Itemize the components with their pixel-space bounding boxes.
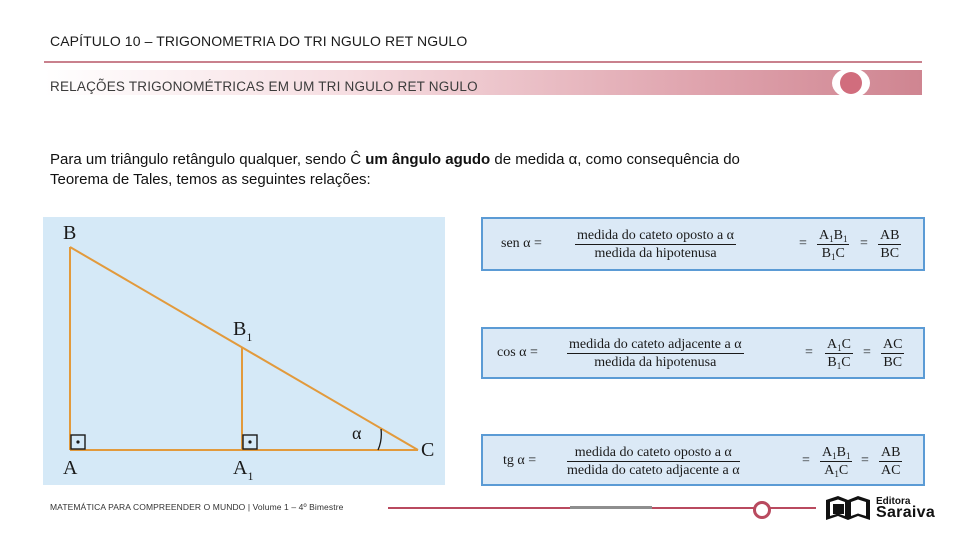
cosine-numerator: medida do cateto adjacente a α: [569, 337, 742, 352]
tangent-fraction-sides: [879, 444, 902, 479]
sine-side-numerator: AB: [880, 228, 900, 243]
seg-sub: 1: [842, 234, 848, 244]
seg-sub: 1: [845, 451, 851, 461]
tangent-lhs: tg α =: [503, 453, 537, 468]
cosine-side-denominator: BC: [883, 355, 903, 370]
cosine-denominator: medida da hipotenusa: [594, 355, 717, 370]
angle-arc-icon: [378, 429, 381, 450]
cosine-formula-box: [481, 327, 925, 379]
seg-sub: 1: [836, 361, 842, 371]
sine-fraction-text: [575, 227, 736, 262]
seg-letter: C: [841, 337, 851, 352]
sine-numerator: medida do cateto oposto a α: [577, 228, 735, 243]
equals-sign: =: [802, 453, 810, 468]
section-title: RELAÇÕES TRIGONOMÉTRICAS EM UM TRI NGULO RET NGULO: [50, 79, 478, 94]
label-A: A: [63, 457, 78, 479]
label-B1: [233, 318, 252, 344]
seg-letter: C: [841, 355, 851, 370]
sine-lhs: sen α =: [501, 236, 542, 251]
tangent-seg-denominator: [820, 462, 852, 479]
cosine-fraction-sides: [881, 336, 904, 371]
seg-letter: B: [833, 228, 843, 243]
label-A1-letter: A: [233, 457, 248, 479]
right-angle-A-dot: [76, 440, 79, 443]
book-icon: [824, 492, 872, 524]
tangent-denominator: medida do cateto adjacente a α: [567, 463, 740, 478]
intro-text-1: Para um triângulo retângulo qualquer, sendo: [50, 151, 351, 168]
seg-sub: 1: [829, 234, 834, 244]
intro-text-bold: um ângulo agudo: [361, 151, 491, 168]
sine-fraction-sides: [878, 227, 901, 262]
intro-paragraph: [50, 150, 750, 190]
header-divider: [44, 61, 922, 63]
triangle-figure: [43, 217, 445, 485]
equals-sign: =: [860, 236, 868, 251]
seg-sub: 1: [834, 469, 839, 479]
sine-formula-box: [481, 217, 925, 271]
cosine-fraction-text: [567, 336, 744, 371]
right-angle-A1-dot: [248, 440, 251, 443]
cosine-seg-denominator: [825, 354, 853, 371]
logo-editora: Editora: [876, 496, 911, 507]
seg-letter: A: [819, 228, 830, 243]
seg-letter: C: [838, 463, 849, 478]
sine-seg-denominator: [817, 245, 849, 262]
label-A1: [233, 457, 253, 483]
seg-letter: A: [822, 445, 833, 460]
seg-letter: A: [827, 337, 838, 352]
footer-text: MATEMÁTICA PARA COMPREENDER O MUNDO | Volume 1 – 4º Bimestre: [50, 502, 344, 512]
cosine-side-numerator: AC: [883, 337, 903, 352]
sine-fraction-segments: [817, 227, 849, 262]
logo-saraiva: Saraiva: [876, 504, 936, 521]
label-B1-sub: 1: [246, 330, 253, 344]
banner-dot-icon: [840, 72, 862, 94]
triangle-diagram: [43, 217, 445, 485]
seg-letter: A: [824, 463, 835, 478]
hypotenuse-line: [70, 247, 418, 450]
label-A1-sub: 1: [247, 469, 254, 483]
sine-side-denominator: BC: [880, 246, 900, 261]
equals-sign: =: [863, 345, 871, 360]
equals-sign: =: [805, 345, 813, 360]
equals-sign: =: [861, 453, 869, 468]
tangent-fraction-text: [567, 444, 740, 479]
angle-symbol: Ĉ: [350, 151, 362, 168]
seg-letter: B: [836, 445, 846, 460]
footer-accent-bar: [570, 506, 652, 509]
label-alpha: α: [352, 423, 362, 443]
label-B1-letter: B: [233, 318, 247, 340]
label-B: B: [63, 222, 77, 244]
seg-sub: 1: [832, 451, 837, 461]
seg-letter: B: [821, 246, 831, 261]
cosine-lhs: cos α =: [497, 345, 538, 360]
tangent-numerator: medida do cateto oposto a α: [574, 445, 732, 460]
seg-letter: C: [835, 246, 845, 261]
cosine-fraction-segments: [825, 336, 853, 371]
tangent-side-denominator: AC: [881, 463, 901, 478]
seg-sub: 1: [837, 343, 842, 353]
tangent-formula-box: [481, 434, 925, 486]
sine-denominator: medida da hipotenusa: [594, 246, 717, 261]
tangent-seg-numerator: [820, 444, 852, 461]
editora-saraiva-logo: [824, 492, 944, 524]
seg-sub: 1: [830, 252, 836, 262]
label-C: C: [421, 439, 435, 461]
tangent-fraction-segments: [820, 444, 852, 479]
tangent-side-numerator: AB: [881, 445, 901, 460]
cosine-seg-numerator: [825, 336, 853, 353]
intro-text-3: de medida α, como consequência do Teorema de Tales, temos as seguintes relações:: [50, 151, 740, 188]
equals-sign: =: [799, 236, 807, 251]
seg-letter: B: [827, 355, 837, 370]
chapter-title: CAPÍTULO 10 – TRIGONOMETRIA DO TRI NGULO RET NGULO: [50, 33, 468, 49]
sine-seg-numerator: [817, 227, 849, 244]
footer-ring-icon: [753, 501, 771, 519]
